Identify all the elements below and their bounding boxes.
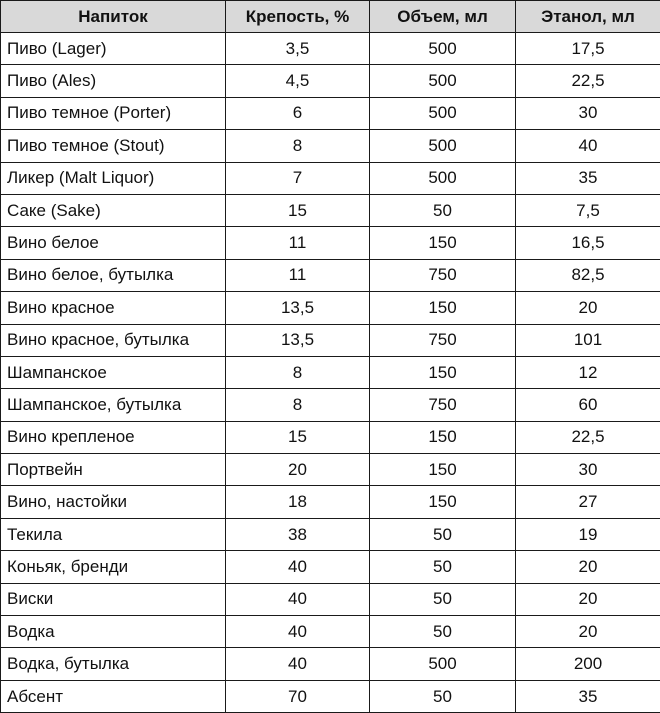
cell-drink: Виски xyxy=(1,583,226,615)
cell-volume: 150 xyxy=(370,292,516,324)
cell-ethanol: 19 xyxy=(516,518,660,550)
cell-strength: 8 xyxy=(226,356,370,388)
cell-strength: 13,5 xyxy=(226,324,370,356)
cell-volume: 750 xyxy=(370,324,516,356)
table-row xyxy=(1,97,660,129)
cell-ethanol: 200 xyxy=(516,648,660,680)
cell-volume: 150 xyxy=(370,227,516,259)
header-strength: Крепость, % xyxy=(226,1,370,33)
cell-volume: 50 xyxy=(370,551,516,583)
cell-strength: 7 xyxy=(226,162,370,194)
cell-drink: Текила xyxy=(1,518,226,550)
header-volume: Объем, мл xyxy=(370,1,516,33)
cell-ethanol: 40 xyxy=(516,130,660,162)
cell-strength: 38 xyxy=(226,518,370,550)
table-row xyxy=(1,259,660,291)
cell-strength: 11 xyxy=(226,259,370,291)
table-row xyxy=(1,227,660,259)
cell-volume: 150 xyxy=(370,421,516,453)
table-row xyxy=(1,486,660,518)
cell-drink: Пиво темное (Porter) xyxy=(1,97,226,129)
header-drink: Напиток xyxy=(1,1,226,33)
cell-ethanol: 20 xyxy=(516,292,660,324)
cell-strength: 4,5 xyxy=(226,65,370,97)
cell-ethanol: 35 xyxy=(516,162,660,194)
cell-drink: Пиво темное (Stout) xyxy=(1,130,226,162)
cell-volume: 150 xyxy=(370,454,516,486)
table-row xyxy=(1,65,660,97)
table-row xyxy=(1,454,660,486)
cell-strength: 15 xyxy=(226,194,370,226)
table-row xyxy=(1,680,660,712)
table-row xyxy=(1,194,660,226)
table-row xyxy=(1,292,660,324)
table-header xyxy=(1,1,660,33)
cell-strength: 6 xyxy=(226,97,370,129)
table-row xyxy=(1,389,660,421)
cell-strength: 13,5 xyxy=(226,292,370,324)
table-row xyxy=(1,648,660,680)
cell-strength: 11 xyxy=(226,227,370,259)
cell-drink: Портвейн xyxy=(1,454,226,486)
cell-drink: Вино, настойки xyxy=(1,486,226,518)
table-row xyxy=(1,130,660,162)
table-row xyxy=(1,356,660,388)
cell-ethanol: 20 xyxy=(516,583,660,615)
cell-volume: 50 xyxy=(370,680,516,712)
cell-ethanol: 82,5 xyxy=(516,259,660,291)
cell-ethanol: 101 xyxy=(516,324,660,356)
cell-ethanol: 12 xyxy=(516,356,660,388)
cell-strength: 18 xyxy=(226,486,370,518)
cell-strength: 40 xyxy=(226,583,370,615)
cell-drink: Вино белое xyxy=(1,227,226,259)
cell-drink: Вино красное xyxy=(1,292,226,324)
cell-drink: Вино красное, бутылка xyxy=(1,324,226,356)
cell-ethanol: 27 xyxy=(516,486,660,518)
cell-strength: 3,5 xyxy=(226,33,370,65)
cell-drink: Шампанское, бутылка xyxy=(1,389,226,421)
cell-drink: Вино крепленое xyxy=(1,421,226,453)
cell-volume: 750 xyxy=(370,389,516,421)
header-ethanol: Этанол, мл xyxy=(516,1,660,33)
table-row xyxy=(1,162,660,194)
cell-ethanol: 30 xyxy=(516,454,660,486)
table-row xyxy=(1,421,660,453)
cell-volume: 150 xyxy=(370,486,516,518)
header-row xyxy=(1,1,660,33)
cell-volume: 500 xyxy=(370,162,516,194)
cell-ethanol: 22,5 xyxy=(516,65,660,97)
cell-volume: 500 xyxy=(370,648,516,680)
cell-volume: 150 xyxy=(370,356,516,388)
cell-strength: 8 xyxy=(226,389,370,421)
cell-drink: Пиво (Ales) xyxy=(1,65,226,97)
cell-ethanol: 17,5 xyxy=(516,33,660,65)
cell-ethanol: 20 xyxy=(516,616,660,648)
cell-ethanol: 30 xyxy=(516,97,660,129)
cell-volume: 500 xyxy=(370,130,516,162)
cell-volume: 500 xyxy=(370,97,516,129)
cell-drink: Водка, бутылка xyxy=(1,648,226,680)
cell-drink: Саке (Sake) xyxy=(1,194,226,226)
cell-strength: 40 xyxy=(226,616,370,648)
table-row xyxy=(1,583,660,615)
cell-drink: Абсент xyxy=(1,680,226,712)
cell-strength: 8 xyxy=(226,130,370,162)
cell-volume: 500 xyxy=(370,33,516,65)
cell-strength: 15 xyxy=(226,421,370,453)
cell-volume: 50 xyxy=(370,194,516,226)
cell-volume: 50 xyxy=(370,616,516,648)
table-row xyxy=(1,518,660,550)
cell-ethanol: 35 xyxy=(516,680,660,712)
cell-ethanol: 20 xyxy=(516,551,660,583)
table-body xyxy=(1,33,660,713)
cell-volume: 50 xyxy=(370,583,516,615)
cell-strength: 20 xyxy=(226,454,370,486)
cell-drink: Водка xyxy=(1,616,226,648)
table-row xyxy=(1,616,660,648)
cell-volume: 500 xyxy=(370,65,516,97)
cell-volume: 750 xyxy=(370,259,516,291)
table-row xyxy=(1,33,660,65)
table-row xyxy=(1,551,660,583)
cell-ethanol: 16,5 xyxy=(516,227,660,259)
cell-ethanol: 22,5 xyxy=(516,421,660,453)
cell-drink: Коньяк, бренди xyxy=(1,551,226,583)
cell-drink: Пиво (Lager) xyxy=(1,33,226,65)
cell-drink: Шампанское xyxy=(1,356,226,388)
table-row xyxy=(1,324,660,356)
cell-ethanol: 60 xyxy=(516,389,660,421)
cell-ethanol: 7,5 xyxy=(516,194,660,226)
cell-strength: 70 xyxy=(226,680,370,712)
cell-strength: 40 xyxy=(226,551,370,583)
cell-drink: Ликер (Malt Liquor) xyxy=(1,162,226,194)
cell-strength: 40 xyxy=(226,648,370,680)
cell-drink: Вино белое, бутылка xyxy=(1,259,226,291)
cell-volume: 50 xyxy=(370,518,516,550)
